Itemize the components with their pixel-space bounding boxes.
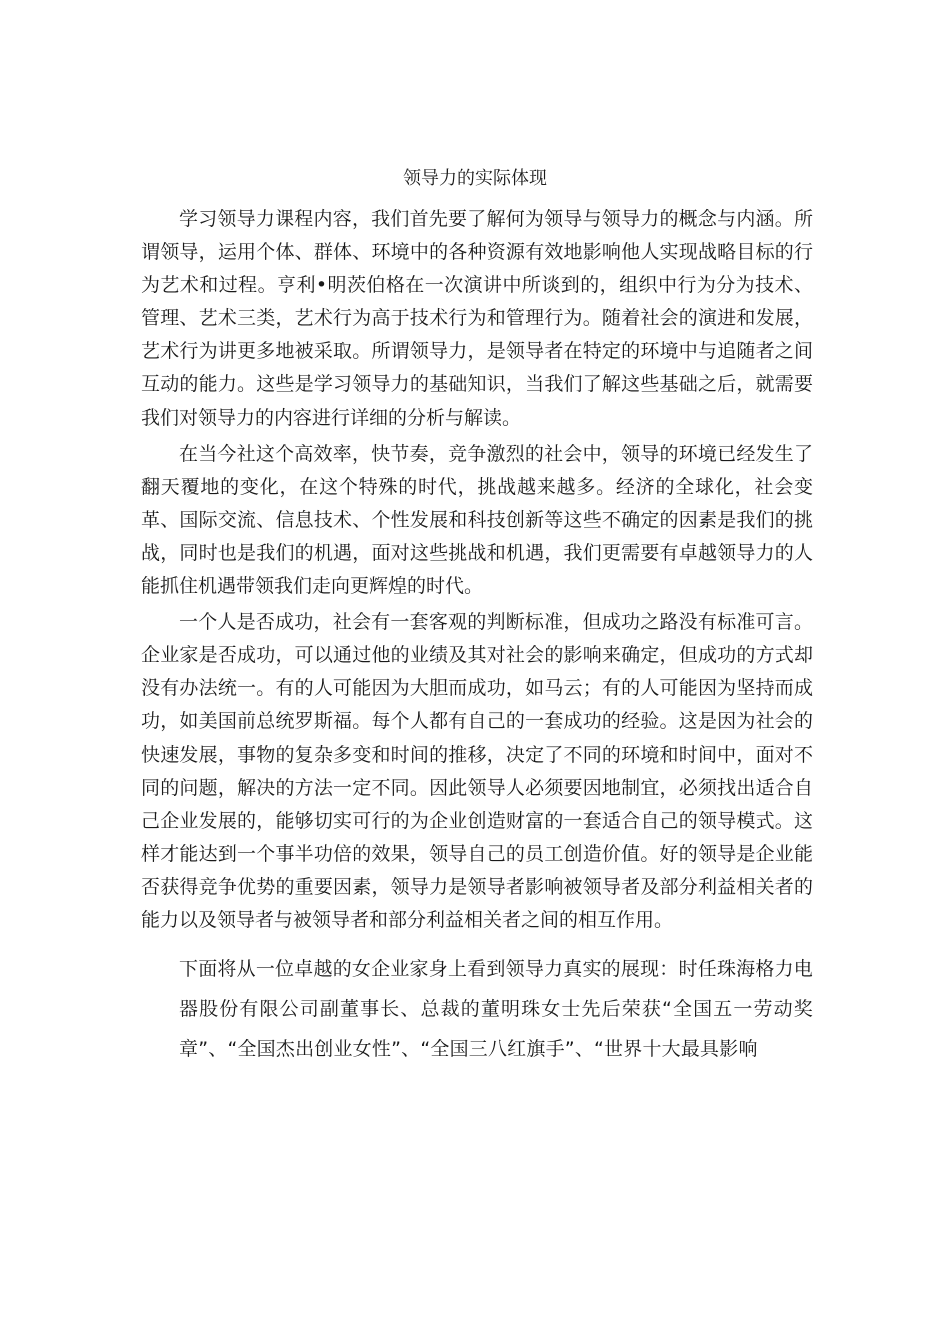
paragraph-3: 一个人是否成功，社会有一套客观的判断标准，但成功之路没有标准可言。企业家是否成功，可以通过他的业绩及其对社会的影响来确定，但成功的方式却没有办法统一。有的人可能因为大胆而成功，如马云；有的人可能因为坚持而成功，如美国前总统罗斯福。每个人都有自己的一套成功的经验。这是因为社会的快速发展，事物的复杂多变和时间的推移，决定了不同的环境和时间中，面对不同的问题，解决的方法一定不同。因此领导人必须要因地制宜，必须找出适合自己企业发展的，能够切实可行的为企业创造财富的一套适合自己的领导模式。这样才能达到一个事半功倍的效果，领导自己的员工创造价值。好的领导是企业能否获得竞争优势的重要因素，领导力是领导者影响被领导者及部分利益相关者的能力以及领导者与被领导者和部分利益相关者之间的相互作用。 [141, 611, 813, 931]
paragraph-1: 学习领导力课程内容，我们首先要了解何为领导与领导力的概念与内涵。所谓领导，运用个体、群体、环境中的各种资源有效地影响他人实现战略目标的行为艺术和过程。亨利•明茨伯格在一次演讲中所谈到的，组织中行为分为技术、管理、艺术三类，艺术行为高于技术行为和管理行为。随着社会的演进和发展，艺术行为讲更多地被采取。所谓领导力，是领导者在特定的环境中与追随者之间互动的能力。这些是学习领导力的基础知识，当我们了解这些基础之后，就需要我们对领导力的内容进行详细的分析与解读。 [141, 208, 813, 429]
document-body [141, 203, 813, 1069]
document-title: 领导力的实际体现 [403, 168, 547, 189]
paragraph-4: 下面将从一位卓越的女企业家身上看到领导力真实的展现：时任珠海格力电器股份有限公司副董事长、总裁的董明珠女士先后荣获“全国五一劳动奖章”、“全国杰出创业女性”、“全国三八红旗手”、“世界十大最具影响 [179, 958, 813, 1061]
paragraph-2: 在当今社这个高效率，快节奏，竞争激烈的社会中，领导的环境已经发生了翻天覆地的变化，在这个特殊的时代，挑战越来越多。经济的全球化，社会变革、国际交流、信息技术、个性发展和科技创新等这些不确定的因素是我们的挑战，同时也是我们的机遇，面对这些挑战和机遇，我们更需要有卓越领导力的人能抓住机遇带领我们走向更辉煌的时代。 [141, 442, 813, 598]
